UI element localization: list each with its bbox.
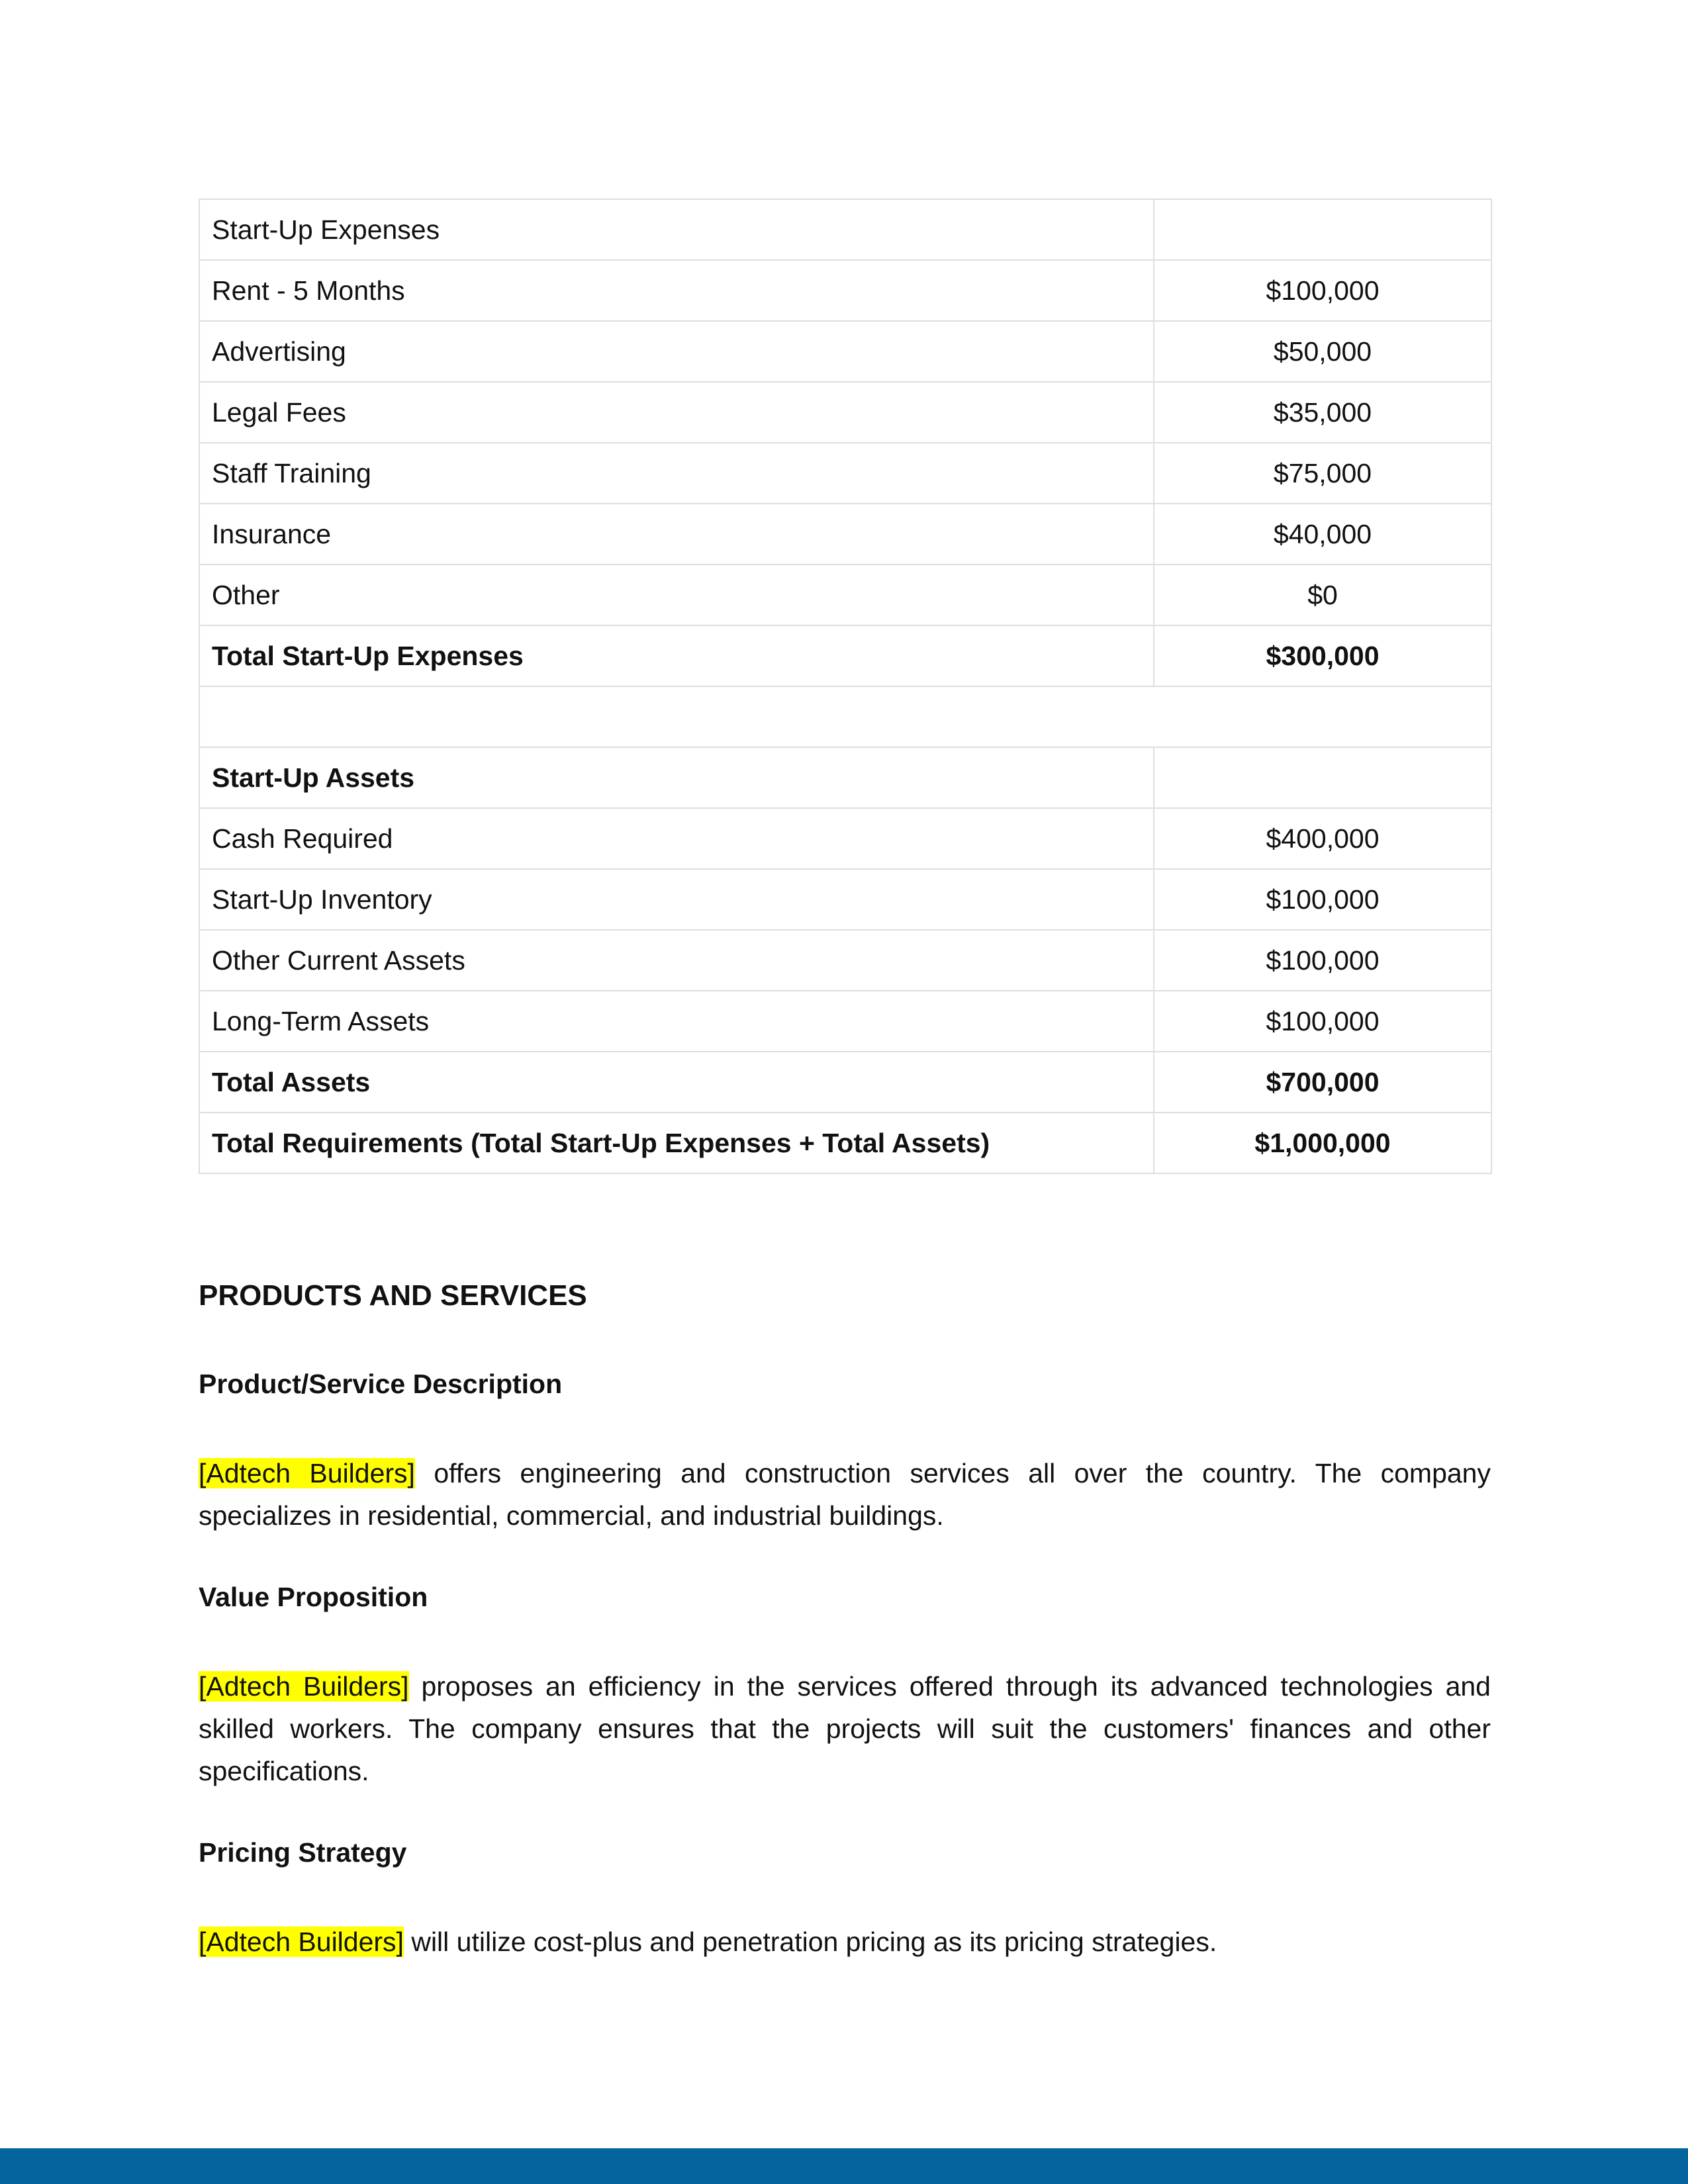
description-paragraph (199, 1452, 1491, 1537)
row-value: $40,000 (1154, 504, 1491, 565)
row-label: Rent - 5 Months (199, 260, 1154, 321)
pricing-heading: Pricing Strategy (199, 1837, 407, 1868)
table-row (199, 321, 1491, 382)
row-label: Total Start-Up Expenses (199, 625, 1154, 686)
table-row (199, 382, 1491, 443)
row-value: $50,000 (1154, 321, 1491, 382)
value-text: proposes an efficiency in the services offered through its advanced technologies and skilled workers. The company ensures that the projects will suit the customers' finances and other specifications. (199, 1671, 1491, 1786)
row-label: Advertising (199, 321, 1154, 382)
description-heading: Product/Service Description (199, 1369, 563, 1399)
row-value: $100,000 (1154, 869, 1491, 930)
row-label: Legal Fees (199, 382, 1154, 443)
table-row (199, 869, 1491, 930)
row-label: Start-Up Inventory (199, 869, 1154, 930)
row-label: Start-Up Assets (199, 747, 1154, 808)
table-row (199, 504, 1491, 565)
row-label: Total Assets (199, 1052, 1154, 1113)
row-value: $100,000 (1154, 260, 1491, 321)
table-row (199, 991, 1491, 1052)
table-row (199, 565, 1491, 625)
row-value: $0 (1154, 565, 1491, 625)
pricing-paragraph (199, 1921, 1491, 1963)
total-requirements-row (199, 1113, 1491, 1173)
total-assets-row (199, 1052, 1491, 1113)
row-value: $100,000 (1154, 930, 1491, 991)
total-expenses-row (199, 625, 1491, 686)
row-label: Staff Training (199, 443, 1154, 504)
table-row (199, 443, 1491, 504)
table-row (199, 930, 1491, 991)
table-row (199, 199, 1491, 260)
row-label: Start-Up Expenses (199, 199, 1154, 260)
row-label: Long-Term Assets (199, 991, 1154, 1052)
row-label: Total Requirements (Total Start-Up Expenses + Total Assets) (199, 1113, 1154, 1173)
spacer-cell (199, 686, 1491, 747)
row-value: $400,000 (1154, 808, 1491, 869)
row-value: $1,000,000 (1154, 1113, 1491, 1173)
row-value: $100,000 (1154, 991, 1491, 1052)
row-value (1154, 747, 1491, 808)
company-placeholder: [Adtech Builders] (199, 1927, 404, 1957)
description-text: offers engineering and construction services all over the country. The company specializes in residential, commercial, and industrial buildings. (199, 1458, 1491, 1531)
products-section (199, 1277, 1491, 2005)
row-value: $700,000 (1154, 1052, 1491, 1113)
company-placeholder: [Adtech Builders] (199, 1671, 409, 1702)
row-label: Insurance (199, 504, 1154, 565)
table-row (199, 260, 1491, 321)
row-value (1154, 199, 1491, 260)
footer-bar (0, 2148, 1688, 2184)
spacer-row (199, 686, 1491, 747)
row-value: $75,000 (1154, 443, 1491, 504)
value-paragraph (199, 1665, 1491, 1792)
row-label: Other (199, 565, 1154, 625)
row-label: Cash Required (199, 808, 1154, 869)
section-title: PRODUCTS AND SERVICES (199, 1279, 587, 1312)
row-value: $300,000 (1154, 625, 1491, 686)
row-value: $35,000 (1154, 382, 1491, 443)
startup-financials-table (199, 199, 1492, 1174)
pricing-text: will utilize cost-plus and penetration pricing as its pricing strategies. (403, 1927, 1217, 1957)
row-label: Other Current Assets (199, 930, 1154, 991)
value-heading: Value Proposition (199, 1582, 428, 1612)
table-row (199, 808, 1491, 869)
company-placeholder: [Adtech Builders] (199, 1458, 415, 1488)
assets-header-row (199, 747, 1491, 808)
